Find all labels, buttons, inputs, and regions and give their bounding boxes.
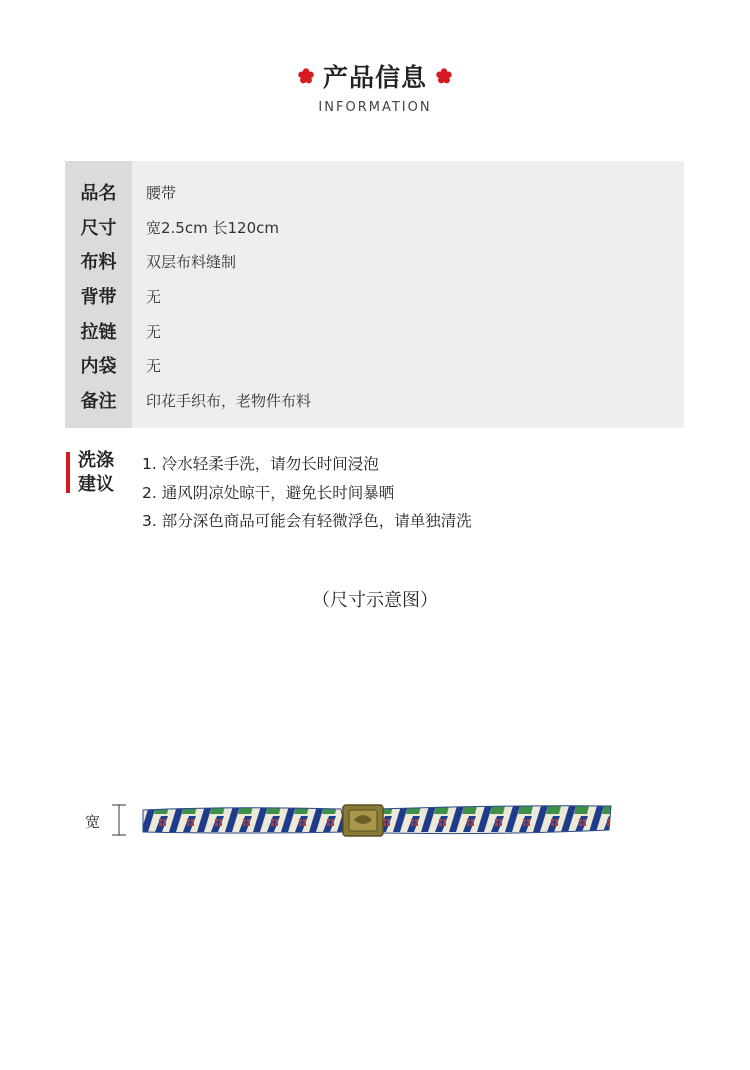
care-list — [142, 450, 472, 536]
info-row-size — [65, 210, 279, 244]
info-value: 无 — [146, 356, 162, 375]
info-label: 尺寸 — [80, 218, 117, 239]
care-item: 1. 冷水轻柔手洗，请勿长时间浸泡 — [142, 455, 379, 473]
care-heading-line: 建议 — [78, 474, 114, 495]
care-accent-bar — [66, 452, 70, 493]
info-label: 布料 — [80, 252, 117, 273]
info-label: 备注 — [80, 391, 117, 412]
belt-buckle-icon — [343, 805, 383, 836]
care-heading — [78, 449, 120, 497]
info-row-pocket — [65, 348, 161, 382]
care-item: 2. 通风阴凉处晾干，避免长时间暴晒 — [142, 483, 395, 502]
width-label: 宽 — [85, 813, 101, 831]
info-value: 腰带 — [146, 183, 177, 202]
diagram-title: （尺寸示意图） — [312, 590, 438, 611]
info-table — [65, 161, 684, 428]
info-value: 宽2.5cm 长120cm — [146, 218, 279, 237]
info-row-strap — [65, 279, 161, 313]
info-value: 双层布料缝制 — [146, 252, 237, 271]
width-marker — [109, 804, 129, 836]
belt-image — [141, 802, 614, 837]
info-value: 印花手织布，老物件布料 — [146, 391, 312, 410]
info-label: 拉链 — [80, 322, 117, 343]
info-row-name — [65, 175, 176, 209]
page-subtitle: INFORMATION — [318, 100, 432, 115]
page-title: 产品信息 — [322, 63, 427, 92]
info-row-zipper — [65, 314, 161, 348]
info-value: 无 — [146, 322, 162, 341]
info-label: 内袋 — [80, 356, 117, 377]
flower-icon — [435, 67, 453, 85]
info-label: 品名 — [80, 183, 117, 204]
care-item: 3. 部分深色商品可能会有轻微浮色，请单独清洗 — [142, 512, 472, 530]
care-heading-line: 洗涤 — [78, 450, 114, 471]
info-value: 无 — [146, 287, 162, 306]
info-row-fabric — [65, 244, 236, 278]
info-label: 背带 — [80, 287, 117, 308]
header — [0, 58, 750, 115]
info-row-note — [65, 383, 311, 417]
flower-icon — [297, 67, 315, 85]
